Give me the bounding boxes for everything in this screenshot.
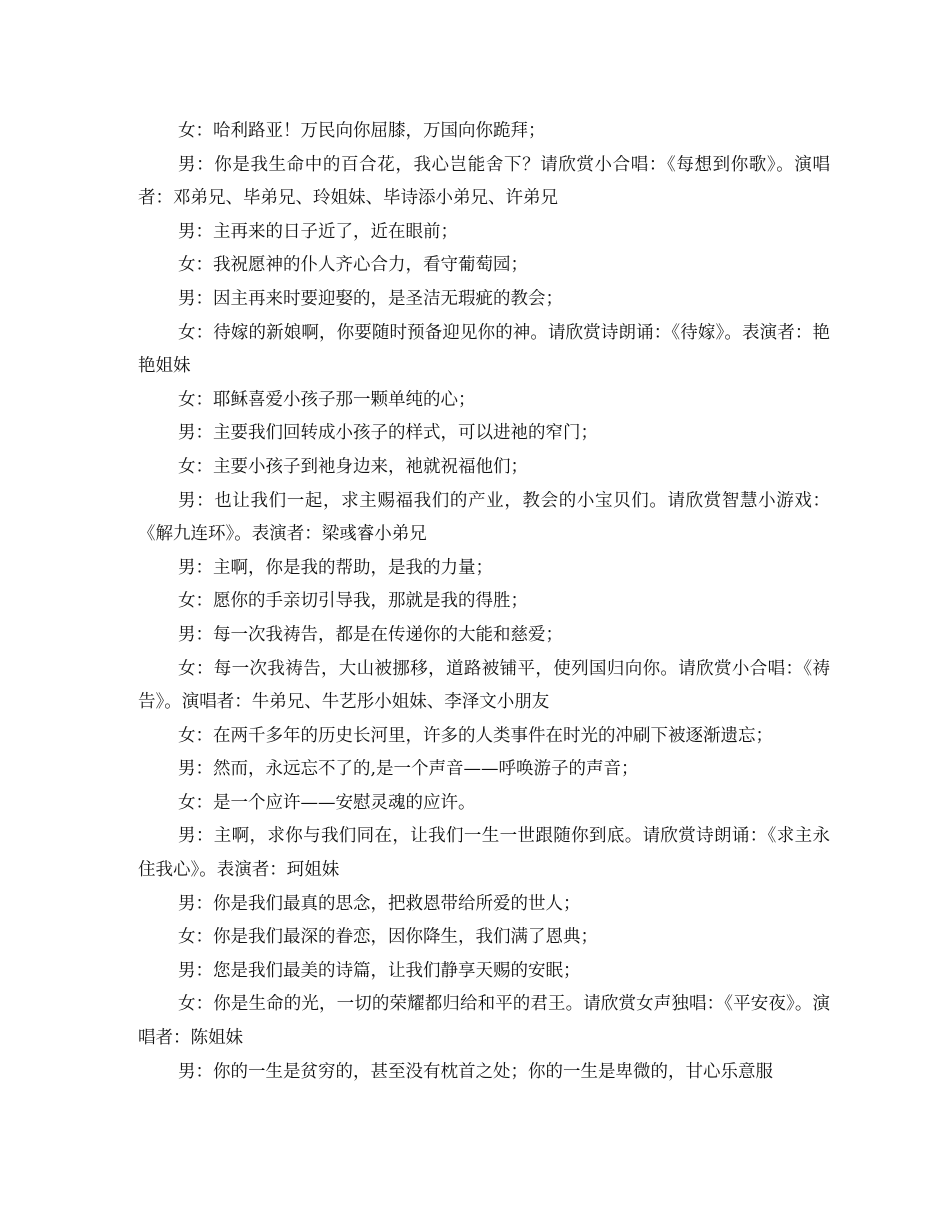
dialogue-line: 男：主要我们回转成小孩子的样式，可以进祂的窄门； (178, 423, 598, 444)
document-body (138, 115, 830, 1089)
dialogue-line: 男：主啊，你是我的帮助，是我的力量； (178, 557, 493, 578)
dialogue-line: 女：在两千多年的历史长河里，许多的人类事件在时光的冲刷下被逐渐遗忘； (178, 725, 773, 746)
dialogue-line: 女：主要小孩子到祂身边来，祂就祝福他们； (178, 456, 528, 477)
dialogue-line: 男：主啊，求你与我们同在，让我们一生一世跟随你到底。请欣赏诗朗诵：《求主永住我心》。表演者：珂姐妹 (138, 826, 830, 881)
dialogue-line: 女：待嫁的新娘啊，你要随时预备迎见你的神。请欣赏诗朗诵：《待嫁》。表演者：艳艳姐妹 (138, 322, 830, 377)
dialogue-line: 男：然而，永远忘不了的,是一个声音——呼唤游子的声音； (178, 759, 639, 780)
dialogue-line: 男：您是我们最美的诗篇，让我们静享天赐的安眠； (178, 960, 581, 981)
dialogue-line: 男：每一次我祷告，都是在传递你的大能和慈爱； (178, 624, 563, 645)
dialogue-line: 男：主再来的日子近了，近在眼前； (178, 221, 458, 242)
dialogue-line: 女：哈利路亚！万民向你屈膝，万国向你跪拜； (178, 121, 546, 141)
dialogue-line: 女：你是我们最深的眷恋，因你降生，我们满了恩典； (178, 927, 598, 948)
dialogue-line: 女：愿你的手亲切引导我，那就是我的得胜； (178, 591, 528, 612)
dialogue-line: 男：你是我们最真的思念，把救恩带给所爱的世人； (178, 893, 581, 914)
dialogue-line: 女：你是生命的光，一切的荣耀都归给和平的君王。请欣赏女声独唱：《平安夜》。演唱者：陈姐妹 (138, 994, 830, 1049)
dialogue-line: 女：是一个应许——安慰灵魂的应许。 (178, 792, 476, 813)
dialogue-line: 男：你是我生命中的百合花，我心岂能舍下？请欣赏小合唱：《每想到你歌》。演唱者：邓弟兄、毕弟兄、玲姐妹、毕诗添小弟兄、许弟兄 (138, 154, 830, 209)
dialogue-line: 女：我祝愿神的仆人齐心合力，看守葡萄园； (178, 255, 528, 276)
dialogue-line: 女：耶稣喜爱小孩子那一颗单纯的心； (178, 389, 476, 410)
dialogue-line: 女：每一次我祷告，大山被挪移，道路被铺平，使列国归向你。请欣赏小合唱：《祷告》。演唱者：牛弟兄、牛艺彤小姐妹、李泽文小朋友 (138, 658, 830, 713)
dialogue-line: 男：因主再来时要迎娶的，是圣洁无瑕疵的教会； (178, 288, 563, 309)
dialogue-line: 男：你的一生是贫穷的，甚至没有枕首之处；你的一生是卑微的，甘心乐意服 (178, 1061, 773, 1082)
dialogue-line: 男：也让我们一起，求主赐福我们的产业，教会的小宝贝们。请欣赏智慧小游戏：《解九连环》。表演者：梁彧睿小弟兄 (138, 490, 830, 545)
